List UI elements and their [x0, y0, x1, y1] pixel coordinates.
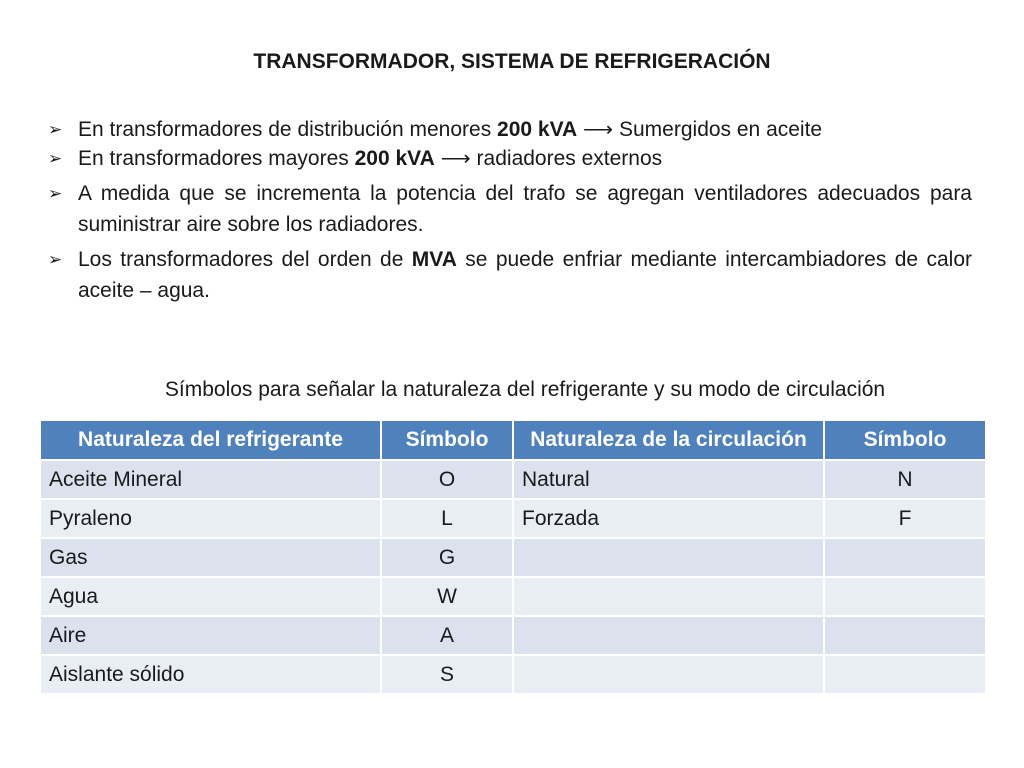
table-cell: [513, 616, 824, 655]
bullet-item: [46, 114, 972, 145]
table-cell: [513, 655, 824, 694]
table-cell: W: [381, 577, 513, 616]
column-header: Naturaleza de la circulación: [513, 420, 824, 460]
table-cell: A: [381, 616, 513, 655]
table-cell: Forzada: [513, 499, 824, 538]
table-cell: F: [824, 499, 986, 538]
bullet-text: En transformadores mayores: [78, 147, 355, 170]
table-cell: [824, 616, 986, 655]
table-cell: [513, 577, 824, 616]
table-cell: Agua: [40, 577, 381, 616]
column-header: Símbolo: [824, 420, 986, 460]
arrow-bullet-icon: ➢: [48, 149, 63, 168]
bullet-emphasis: MVA: [411, 248, 457, 271]
arrow-bullet-icon: ➢: [48, 120, 63, 139]
arrow-bullet-icon: ➢: [48, 250, 63, 269]
table-cell: Pyraleno: [40, 499, 381, 538]
table-cell: [824, 538, 986, 577]
bullet-emphasis: 200 kVA: [354, 147, 435, 170]
table-cell: Natural: [513, 460, 824, 499]
bullet-emphasis: 200 kVA: [497, 118, 578, 141]
bullet-text: A medida que se incrementa la potencia del trafo se agregan ventiladores adecuados para suministrar aire sobre los radiadores.: [78, 182, 972, 236]
bullet-list: [46, 114, 972, 306]
bullet-text: En transformadores de distribución menores: [78, 118, 498, 141]
table-cell: O: [381, 460, 513, 499]
bullet-text: ⟶ Sumergidos en aceite: [577, 118, 823, 141]
bullet-item: [46, 178, 972, 240]
bullet-item: [46, 244, 972, 306]
table-cell: [824, 577, 986, 616]
table-header-row: [40, 420, 986, 460]
table-row: [40, 499, 986, 538]
table-cell: Gas: [40, 538, 381, 577]
table-cell: Aire: [40, 616, 381, 655]
table-cell: [824, 655, 986, 694]
column-header: Naturaleza del refrigerante: [40, 420, 381, 460]
page-title: TRANSFORMADOR, SISTEMA DE REFRIGERACIÓN: [253, 50, 771, 73]
table-row: [40, 616, 986, 655]
table-cell: G: [381, 538, 513, 577]
arrow-bullet-icon: ➢: [48, 184, 63, 203]
table-cell: S: [381, 655, 513, 694]
table-row: [40, 577, 986, 616]
table-caption: Símbolos para señalar la naturaleza del refrigerante y su modo de circulación: [164, 378, 886, 401]
table-cell: N: [824, 460, 986, 499]
coolant-symbols-table: [39, 419, 987, 695]
bullet-item: [46, 143, 972, 174]
table-cell: L: [381, 499, 513, 538]
table-row: [40, 655, 986, 694]
table-cell: [513, 538, 824, 577]
bullet-text: Los transformadores del orden de: [78, 248, 412, 271]
table-cell: Aceite Mineral: [40, 460, 381, 499]
bullet-text: ⟶ radiadores externos: [434, 147, 663, 170]
bullet-text: se puede enfriar mediante intercambiadores de calor aceite – agua.: [78, 248, 972, 302]
column-header: Símbolo: [381, 420, 513, 460]
table-row: [40, 460, 986, 499]
table-row: [40, 538, 986, 577]
table-cell: Aislante sólido: [40, 655, 381, 694]
